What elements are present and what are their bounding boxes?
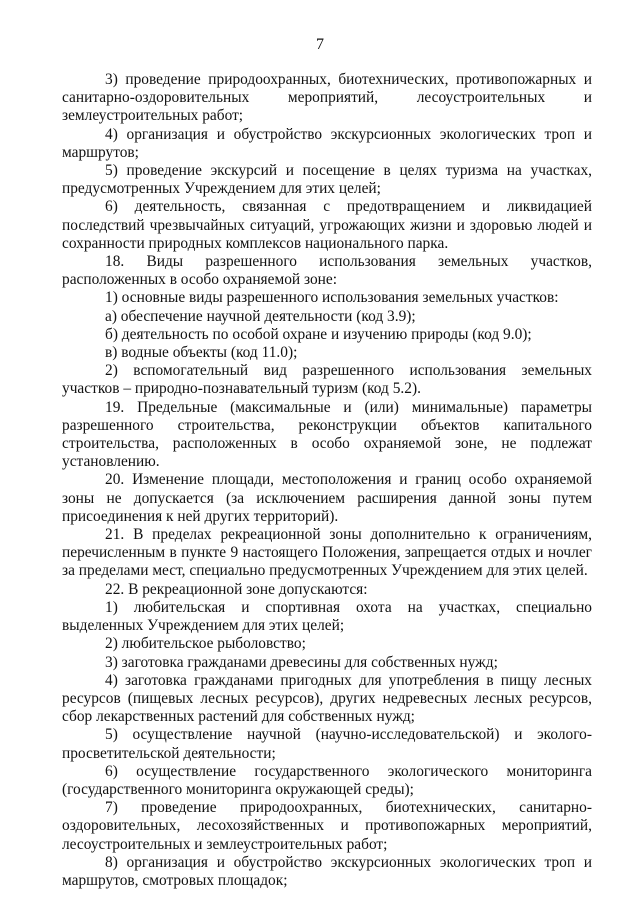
paragraph-22-7-works: 7) проведение природоохранных, биотехнических, санитарно-оздоровительных, лесохозяйственных и противопожарных мероприятий, лесоустроительных и землеустроительных работ; — [62, 799, 592, 853]
paragraph-18-1-main-uses: 1) основные виды разрешенного использования земельных участков: — [105, 289, 559, 307]
paragraph-22-3-wood: 3) заготовка гражданами древесины для собственных нужд; — [105, 653, 498, 671]
paragraph-item-4-trails: 4) организация и обустройство экскурсионных экологических троп и маршрутов; — [62, 125, 592, 161]
paragraph-22-8-trails: 8) организация и обустройство экскурсионных экологических троп и маршрутов, смотровых площадок; — [62, 853, 592, 889]
paragraph-22-6-monitoring: 6) осуществление государственного экологического мониторинга (государственного мониторинга окружающей среды); — [62, 762, 592, 798]
paragraph-18-1b: б) деятельность по особой охране и изучению природы (код 9.0); — [105, 325, 532, 343]
paragraph-21-recreation-limits: 21. В пределах рекреационной зоны дополнительно к ограничениям, перечисленным в пункте 9 настоящего Положения, запрещается отдых и ночлег за пределами мест, специально предусмотренных Учреждением для этих целей. — [62, 526, 592, 580]
paragraph-22-5-science: 5) осуществление научной (научно-исследовательской) и эколого-просветительской деятельности; — [62, 726, 592, 762]
document-body — [62, 71, 592, 890]
paragraph-item-6-emergencies: 6) деятельность, связанная с предотвращением и ликвидацией последствий чрезвычайных ситуаций, угрожающих жизни и здоровью людей и сохранности природных комплексов национального парка. — [62, 198, 592, 252]
paragraph-22-2-fishing: 2) любительское рыболовство; — [105, 635, 306, 653]
paragraph-18-land-use: 18. Виды разрешенного использования земельных участков, расположенных в особо охраняемой зоне: — [62, 253, 592, 289]
paragraph-20-boundaries: 20. Изменение площади, местоположения и границ особо охраняемой зоны не допускается (за исключением расширения данной зоны путем присоединения к ней других территорий). — [62, 471, 592, 525]
paragraph-22-1-hunting: 1) любительская и спортивная охота на участках, специально выделенных Учреждением для этих целей; — [62, 598, 592, 635]
paragraph-22-4-forest-resources: 4) заготовка гражданами пригодных для употребления в пищу лесных ресурсов (пищевых лесных ресурсов), других недревесных лесных ресурсов, сбор лекарственных растений для собственных нужд; — [62, 671, 592, 726]
page-number: 7 — [316, 36, 324, 53]
paragraph-item-5-excursions: 5) проведение экскурсий и посещение в целях туризма на участках, предусмотренных Учреждением для этих целей; — [62, 162, 592, 198]
paragraph-22-allowed: 22. В рекреационной зоне допускаются: — [105, 580, 368, 598]
paragraph-19-parameters: 19. Предельные (максимальные и (или) минимальные) параметры разрешенного строительства, реконструкции объектов капитального строительства, расположенных в особо охраняемой зоне, не подлежат установлению. — [62, 398, 592, 471]
paragraph-18-1c: в) водные объекты (код 11.0); — [105, 344, 298, 362]
paragraph-18-2-auxiliary-use: 2) вспомогательный вид разрешенного использования земельных участков – природно-познавательный туризм (код 5.2). — [62, 362, 592, 398]
paragraph-18-1a: а) обеспечение научной деятельности (код 3.9); — [105, 307, 416, 325]
paragraph-item-3-works: 3) проведение природоохранных, биотехнических, противопожарных и санитарно-оздоровительных мероприятий, лесоустроительных и землеустроительных работ; — [62, 71, 592, 125]
